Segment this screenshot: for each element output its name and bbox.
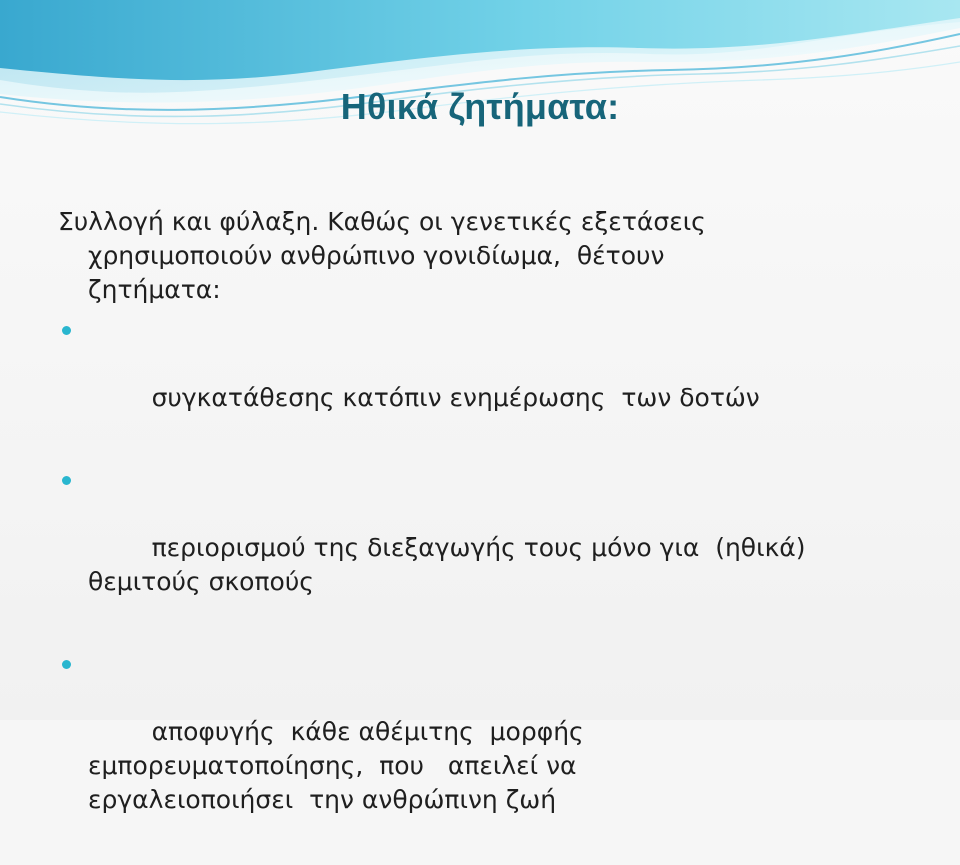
bullet-text: συγκατάθεσης κατόπιν ενημέρωσης των δοτών (151, 383, 760, 412)
bullet-item-commercialization (58, 647, 878, 851)
bullet-icon (62, 476, 71, 485)
bullet-icon (62, 660, 71, 669)
bullet-item-purpose (58, 463, 878, 633)
bullet-text: περιορισμού της διεξαγωγής τους μόνο για (ηθικά) θεμιτούς σκοπούς (88, 533, 806, 596)
slide-content (58, 205, 878, 865)
bullet-item-consent (58, 313, 878, 449)
bullet-icon (62, 326, 71, 335)
bullet-text: αποφυγής κάθε αθέμιτης μορφής εμπορευματοποίησης, που απειλεί να εργαλειοποιήσει την ανθρώπινη ζωή (88, 717, 584, 814)
intro-paragraph: Συλλογή και φύλαξη. Καθώς οι γενετικές εξετάσεις χρησιμοποιούν ανθρώπινο γονιδίωμα, θέτουν ζητήματα: (58, 207, 706, 304)
slide-title: Ηθικά ζητήματα: (340, 86, 620, 127)
bullet-list (58, 313, 878, 851)
